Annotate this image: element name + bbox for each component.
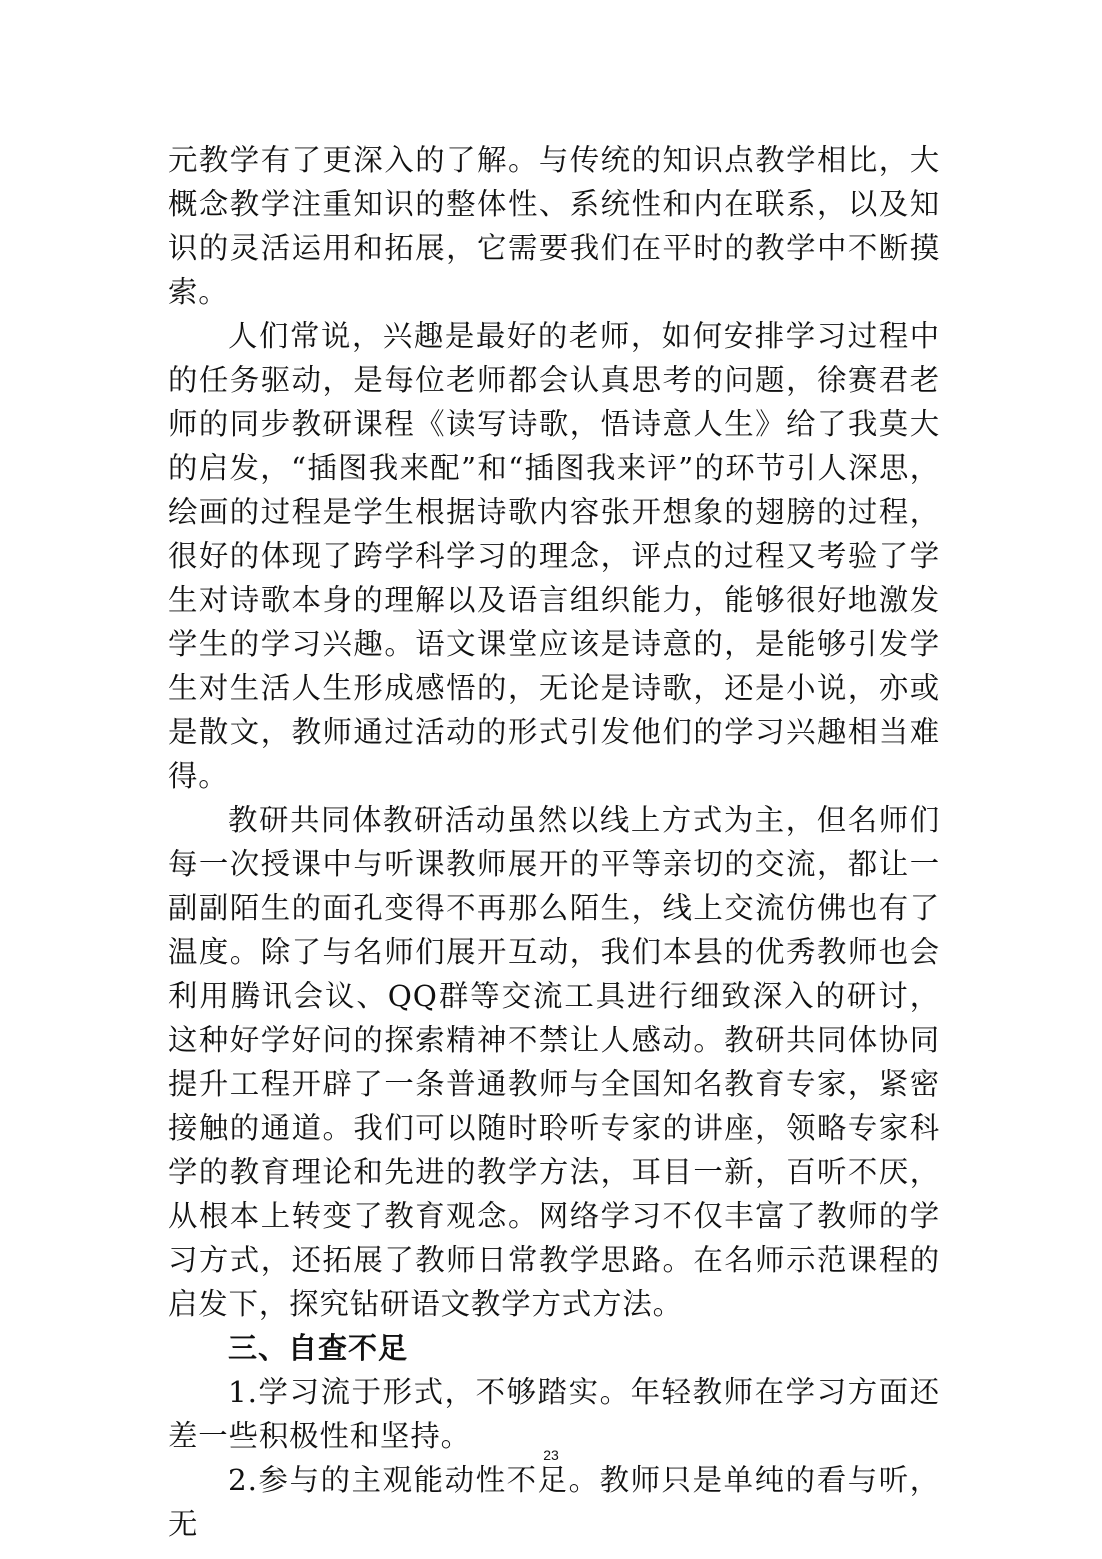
document-body	[168, 138, 940, 1546]
list-item-2: 2.参与的主观能动性不足。教师只是单纯的看与听，无	[168, 1463, 940, 1541]
paragraph-interest-task-driven: 人们常说，兴趣是最好的老师，如何安排学习过程中的任务驱动，是每位老师都会认真思考的问题，徐赛君老师的同步教研课程《读写诗歌，悟诗意人生》给了我莫大的启发，“插图我来配”和“插图我来评”的环节引人深思，绘画的过程是学生根据诗歌内容张开想象的翅膀的过程，很好的体现了跨学科学习的理念，评点的过程又考验了学生对诗歌本身的理解以及语言组织能力，能够很好地激发学生的学习兴趣。语文课堂应该是诗意的，是能够引发学生对生活人生形成感悟的，无论是诗歌，还是小说，亦或是散文，教师通过活动的形式引发他们的学习兴趣相当难得。	[168, 319, 940, 793]
paragraph-continuation: 元教学有了更深入的了解。与传统的知识点教学相比，大概念教学注重知识的整体性、系统性和内在联系，以及知识的灵活运用和拓展，它需要我们在平时的教学中不断摸索。	[168, 143, 940, 309]
paragraph-online-research-community: 教研共同体教研活动虽然以线上方式为主，但名师们每一次授课中与听课教师展开的平等亲切的交流，都让一副副陌生的面孔变得不再那么陌生，线上交流仿佛也有了温度。除了与名师们展开互动，我们本县的优秀教师也会利用腾讯会议、QQ群等交流工具进行细致深入的研讨，这种好学好问的探索精神不禁让人感动。教研共同体协同提升工程开辟了一条普通教师与全国知名教育专家，紧密接触的通道。我们可以随时聆听专家的讲座，领略专家科学的教育理论和先进的教学方法，耳目一新，百听不厌，从根本上转变了教育观念。网络学习不仅丰富了教师的学习方式，还拓展了教师日常教学思路。在名师示范课程的启发下，探究钻研语文教学方式方法。	[168, 803, 940, 1321]
list-item-1: 1.学习流于形式，不够踏实。年轻教师在学习方面还差一些积极性和坚持。	[168, 1375, 940, 1453]
page-number: 23	[543, 1447, 559, 1463]
section-heading-self-check: 三、自查不足	[228, 1331, 409, 1365]
